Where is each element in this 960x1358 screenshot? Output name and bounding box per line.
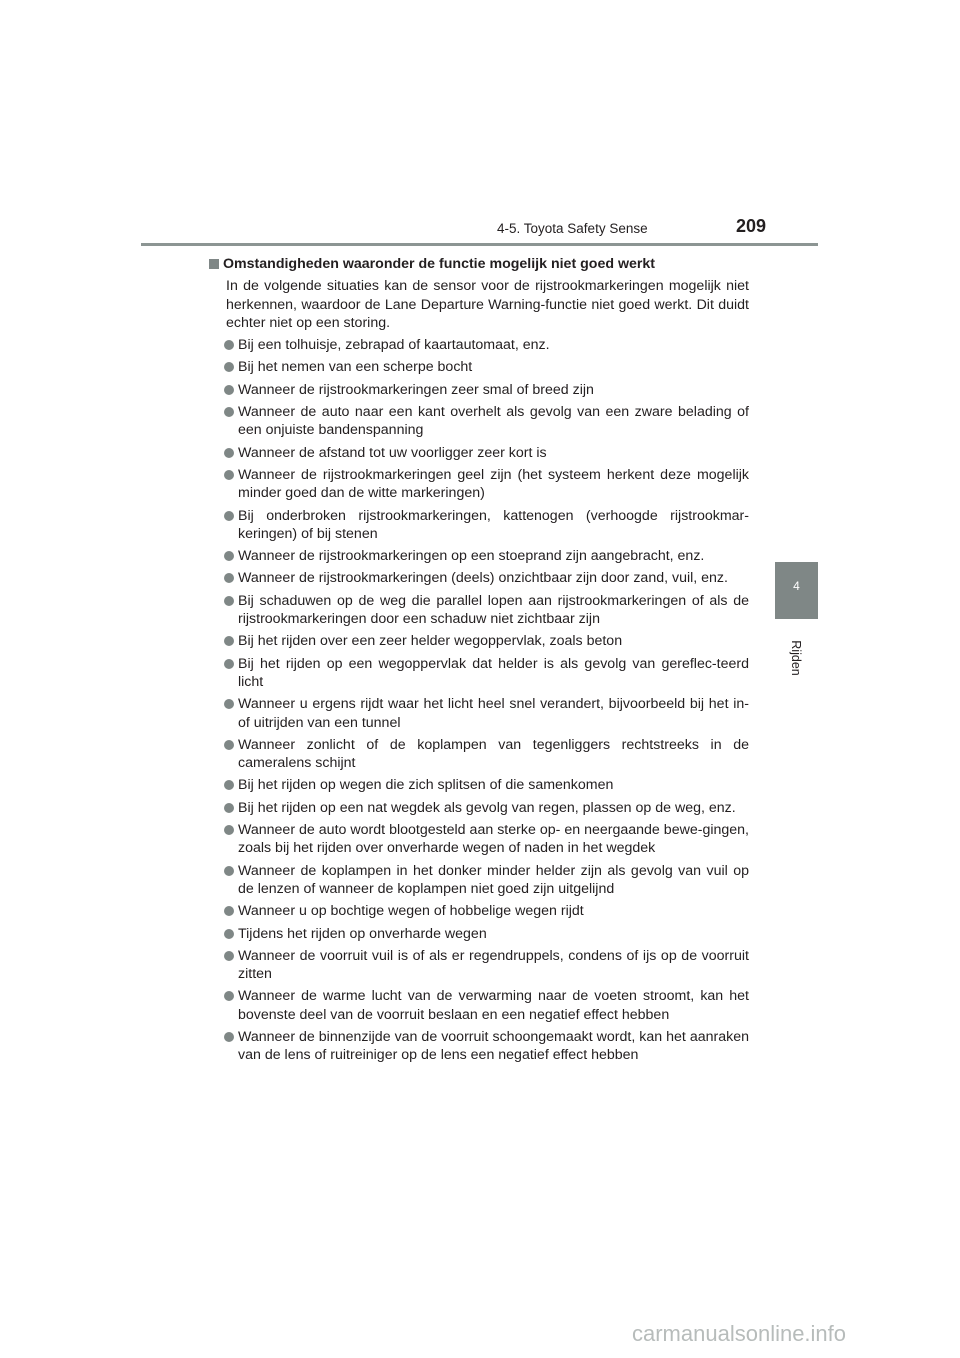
round-bullet-icon — [224, 573, 234, 583]
list-item-text: Bij het rijden op wegen die zich splitsen of die samenkomen — [238, 777, 614, 794]
round-bullet-icon — [224, 951, 234, 961]
square-bullet-icon — [209, 259, 219, 269]
list-item — [209, 466, 749, 503]
header-rule — [141, 243, 818, 246]
list-item — [209, 507, 749, 544]
list-item — [209, 987, 749, 1024]
list-item — [209, 695, 749, 732]
main-content — [209, 255, 749, 1065]
chapter-label-text: Rijden — [789, 640, 803, 676]
list-item — [209, 569, 749, 587]
list-item-text: Wanneer u op bochtige wegen of hobbelige wegen rijdt — [238, 903, 584, 920]
section-heading — [209, 255, 749, 273]
chapter-tab — [775, 562, 818, 619]
round-bullet-icon — [224, 362, 234, 372]
list-item — [209, 902, 749, 920]
list-item — [209, 776, 749, 794]
round-bullet-icon — [224, 511, 234, 521]
list-item — [209, 632, 749, 650]
page-number: 209 — [736, 216, 767, 236]
list-item-text: Wanneer de rijstrookmarkeringen op een stoeprand zijn aangebracht, enz. — [238, 548, 705, 565]
list-item-text: Wanneer de auto naar een kant overhelt als gevolg van een zware belading of een onjuiste bandenspanning — [238, 404, 749, 439]
list-item-text: Bij schaduwen op de weg die parallel lopen aan rijstrookmarkeringen of als de rijstrookmarkeringen door een schaduw niet zichtbaar zijn — [238, 592, 749, 628]
list-item-text: Wanneer u ergens rijdt waar het licht heel snel verandert, bijvoorbeeld bij het in- of uitrijden van een tunnel — [238, 696, 749, 731]
chapter-label — [786, 628, 806, 688]
list-item — [209, 444, 749, 462]
list-item-text: Bij een tolhuisje, zebrapad of kaartautomaat, enz. — [238, 337, 550, 354]
list-item-text: Wanneer de rijstrookmarkeringen geel zijn (het systeem herkent deze mogelijk minder goed dan de witte markeringen) — [238, 466, 749, 502]
chapter-number: 4 — [793, 579, 800, 593]
round-bullet-icon — [224, 866, 234, 876]
list-item-text: Bij het rijden op een wegoppervlak dat helder is als gevolg van gereflec-teerd licht — [238, 655, 749, 690]
list-item-text: Wanneer de rijstrookmarkeringen (deels) onzichtbaar zijn door zand, vuil, enz. — [238, 570, 728, 587]
section-heading-text: Omstandigheden waaronder de functie mogelijk niet goed werkt — [223, 256, 656, 272]
round-bullet-icon — [224, 659, 234, 669]
round-bullet-icon — [224, 699, 234, 709]
condition-list — [209, 336, 749, 1064]
list-item-text: Bij het nemen van een scherpe bocht — [238, 359, 473, 376]
list-item-text: Bij het rijden over een zeer helder wegoppervlak, zoals beton — [238, 633, 623, 650]
list-item-text: Wanneer de warme lucht van de verwarming naar de voeten stroomt, kan het bovenste deel van de voorruit beslaan en een negatief effect hebben — [238, 988, 749, 1023]
round-bullet-icon — [224, 906, 234, 916]
list-item-text: Wanneer de auto wordt blootgesteld aan sterke op- en neergaande bewe-gingen, zoals bij het rijden over onverharde wegen of naden in het wegdek — [238, 822, 749, 857]
list-item-text: Wanneer de afstand tot uw voorligger zeer kort is — [238, 444, 547, 461]
list-item — [209, 799, 749, 817]
list-item-text: Tijdens het rijden op onverharde wegen — [238, 925, 487, 942]
round-bullet-icon — [224, 929, 234, 939]
round-bullet-icon — [224, 803, 234, 813]
round-bullet-icon — [224, 385, 234, 395]
list-item-text: Wanneer de voorruit vuil is of als er regendruppels, condens of ijs op de voorruit zitten — [238, 947, 749, 983]
list-item — [209, 655, 749, 692]
list-item-text: Wanneer de binnenzijde van de voorruit schoongemaakt wordt, kan het aanraken van de lens of ruitreiniger op de lens een negatief effect hebben — [238, 1028, 749, 1064]
round-bullet-icon — [224, 740, 234, 750]
list-item-text: Bij het rijden op een nat wegdek als gevolg van regen, plassen op de weg, enz. — [238, 799, 736, 816]
round-bullet-icon — [224, 470, 234, 480]
list-item — [209, 336, 749, 354]
list-item — [209, 1028, 749, 1065]
round-bullet-icon — [224, 1032, 234, 1042]
list-item-text: Wanneer de koplampen in het donker minder helder zijn als gevolg van vuil op de lenzen of wanneer de koplampen niet goed zijn uitgelijnd — [238, 862, 749, 897]
list-item — [209, 547, 749, 565]
round-bullet-icon — [224, 551, 234, 561]
round-bullet-icon — [224, 448, 234, 458]
watermark: carmanualsonline.info — [632, 1321, 847, 1346]
round-bullet-icon — [224, 407, 234, 417]
round-bullet-icon — [224, 636, 234, 646]
list-item — [209, 862, 749, 899]
list-item — [209, 358, 749, 376]
round-bullet-icon — [224, 991, 234, 1001]
list-item — [209, 925, 749, 943]
list-item — [209, 592, 749, 629]
round-bullet-icon — [224, 780, 234, 790]
list-item — [209, 821, 749, 858]
list-item — [209, 947, 749, 984]
list-item-text: Wanneer zonlicht of de koplampen van tegenliggers rechtstreeks in de cameralens schijnt — [238, 736, 749, 772]
round-bullet-icon — [224, 825, 234, 835]
round-bullet-icon — [224, 596, 234, 606]
list-item — [209, 403, 749, 440]
list-item-text: Wanneer de rijstrookmarkeringen zeer smal of breed zijn — [238, 381, 594, 398]
list-item — [209, 736, 749, 773]
section-intro: In de volgende situaties kan de sensor voor de rijstrookmarkeringen mogelijk niet herkennen, waardoor de Lane Departure Warning-functie niet goed werkt. Dit duidt echter niet op een storing. — [226, 278, 749, 331]
running-header-section: 4-5. Toyota Safety Sense — [497, 221, 648, 236]
list-item — [209, 381, 749, 399]
list-item-text: Bij onderbroken rijstrookmarkeringen, kattenogen (verhoogde rijstrookmar-keringen) of bij stenen — [238, 507, 749, 542]
round-bullet-icon — [224, 340, 234, 350]
